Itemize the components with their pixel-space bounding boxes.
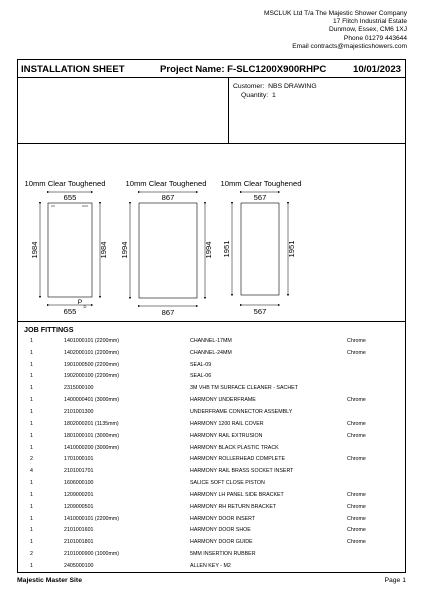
table-row xyxy=(30,371,397,383)
footer-page-number: Page 1 xyxy=(384,577,406,584)
fitting-qty: 1 xyxy=(30,397,33,404)
panel-2-drawing xyxy=(120,179,213,317)
table-row xyxy=(30,501,397,513)
fitting-code: 1701000101 xyxy=(64,456,94,463)
fitting-finish xyxy=(347,406,397,418)
fitting-finish: Chrome xyxy=(347,527,366,534)
table-row xyxy=(30,525,397,537)
panel-3-height-left: 1951 xyxy=(222,240,231,258)
fitting-description: CHANNEL-24MM xyxy=(190,349,232,356)
table-row xyxy=(30,359,397,371)
panel-3-outline xyxy=(241,203,279,295)
fitting-qty: 1 xyxy=(30,361,33,368)
fitting-finish xyxy=(347,465,397,477)
fitting-code: 1209000201 xyxy=(64,491,94,498)
table-row xyxy=(30,347,397,359)
fitting-finish xyxy=(347,477,397,489)
fitting-qty: 1 xyxy=(30,408,33,415)
panel-3-width-top: 567 xyxy=(253,193,267,202)
fitting-qty: 1 xyxy=(30,420,33,427)
fitting-code: 2101001801 xyxy=(64,539,94,546)
table-row xyxy=(30,406,397,418)
fitting-finish xyxy=(347,371,397,383)
footer-site-name: Majestic Master Site xyxy=(17,577,82,584)
fitting-code: 2101001701 xyxy=(64,468,94,475)
fitting-qty: 1 xyxy=(30,515,33,522)
table-row xyxy=(30,430,397,442)
fitting-code: 1606000100 xyxy=(64,480,94,487)
table-row xyxy=(30,442,397,454)
table-row xyxy=(30,560,397,572)
panel-1-height-right: 1984 xyxy=(99,241,108,259)
fitting-code: 1402000101 (2200mm) xyxy=(64,349,120,356)
table-row xyxy=(30,548,397,560)
fitting-finish: Chrome xyxy=(347,337,366,344)
panel-2-outline xyxy=(139,203,197,298)
project-name: Project Name: F-SLC1200X900RHPC xyxy=(160,64,327,75)
fitting-finish: Chrome xyxy=(347,539,366,546)
panel-1-height-left: 1984 xyxy=(30,241,39,259)
fitting-finish: Chrome xyxy=(347,515,366,522)
info-divider xyxy=(228,78,229,143)
fitting-description: SEAL-06 xyxy=(190,373,212,380)
customer-details xyxy=(233,82,317,100)
fitting-description: 3M VHB TM SURFACE CLEANER - SACHET xyxy=(190,385,298,392)
table-row xyxy=(30,536,397,548)
company-address-block xyxy=(264,10,407,51)
fitting-code: 1901000500 (2200mm) xyxy=(64,361,120,368)
sheet-title: INSTALLATION SHEET xyxy=(21,64,125,75)
fitting-code: 1410000101 (2200mm) xyxy=(64,515,120,522)
fitting-code: 2101001601 xyxy=(64,527,94,534)
fitting-finish: Chrome xyxy=(347,432,366,439)
fitting-code: 1401000101 (2200mm) xyxy=(64,337,120,344)
fitting-qty: 1 xyxy=(30,491,33,498)
fitting-finish: Chrome xyxy=(347,420,366,427)
fitting-code: 1902000100 (2200mm) xyxy=(64,373,120,380)
fitting-description: CHANNEL-17MM xyxy=(190,337,232,344)
fitting-finish xyxy=(347,442,397,454)
panel-2-width-top: 867 xyxy=(161,193,175,202)
fitting-description: SALICE SOFT CLOSE PISTON xyxy=(190,480,265,487)
fitting-code: 2315000100 xyxy=(64,385,94,392)
fitting-finish xyxy=(347,560,397,572)
fitting-qty: 1 xyxy=(30,444,33,451)
fitting-qty: 1 xyxy=(30,373,33,380)
fitting-qty: 1 xyxy=(30,503,33,510)
table-row xyxy=(30,477,397,489)
panel-2-height-right: 1994 xyxy=(204,241,213,259)
fitting-finish: Chrome xyxy=(347,349,366,356)
fitting-description: ALLEN KEY - M2 xyxy=(190,562,231,569)
sheet-header xyxy=(18,60,405,78)
customer-info-section xyxy=(18,78,405,144)
fitting-description: 5MM INSERTION RUBBER xyxy=(190,551,256,558)
panel-1-glass-label: 10mm Clear Toughened xyxy=(24,179,106,188)
fitting-description: SEAL-09 xyxy=(190,361,212,368)
fitting-qty: 1 xyxy=(30,349,33,356)
fitting-description: HARMONY DOOR GUIDE xyxy=(190,539,253,546)
fitting-qty: 4 xyxy=(30,468,33,475)
fitting-code: 1400000401 (3000mm) xyxy=(64,397,120,404)
fitting-qty: 1 xyxy=(30,432,33,439)
panel-1-outline xyxy=(48,203,92,297)
fitting-description: HARMONY RH RETURN BRACKET xyxy=(190,503,277,510)
installation-sheet xyxy=(17,59,406,573)
fitting-finish: Chrome xyxy=(347,491,366,498)
panel-drawings-svg xyxy=(18,144,405,320)
company-address-line: 17 Flitch Industrial Estate xyxy=(332,18,407,26)
panel-1-width-top: 655 xyxy=(63,193,77,202)
panel-3-drawing xyxy=(221,179,302,316)
fitting-finish: Chrome xyxy=(347,503,366,510)
sheet-date: 10/01/2023 xyxy=(352,64,401,75)
fitting-code: 1801000101 (3000mm) xyxy=(64,432,120,439)
fitting-finish xyxy=(347,359,397,371)
table-row xyxy=(30,465,397,477)
panel-2-glass-label: 10mm Clear Toughened xyxy=(125,179,207,188)
fitting-description: HARMONY DOOR INSERT xyxy=(190,515,256,522)
company-email: Email contracts@majesticshowers.com xyxy=(292,42,407,50)
fitting-description: HARMONY DOOR SHOE xyxy=(190,527,251,534)
fitting-finish xyxy=(347,382,397,394)
panel-1-drawing xyxy=(25,179,108,316)
panel-3-height-right: 1951 xyxy=(287,240,296,258)
fitting-qty: 1 xyxy=(30,337,33,344)
fitting-qty: 2 xyxy=(30,456,33,463)
table-row xyxy=(30,489,397,501)
panel-drawings xyxy=(18,144,405,322)
fitting-description: HARMONY ROLLERHEAD COMPLETE xyxy=(190,456,285,463)
fitting-description: UNDERFRAME CONNECTOR ASSEMBLY xyxy=(190,408,293,415)
table-row xyxy=(30,335,397,347)
panel-1-mark-d: D xyxy=(83,304,87,309)
company-address-line: Dunmow, Essex, CM6 1XJ xyxy=(328,26,407,34)
fitting-code: 2405000100 xyxy=(64,562,94,569)
table-row xyxy=(30,513,397,525)
table-row xyxy=(30,382,397,394)
table-row xyxy=(30,394,397,406)
fitting-description: HARMONY UNDERFRAME xyxy=(190,397,256,404)
company-name: MSCLUK Ltd T/a The Majestic Shower Company xyxy=(263,10,407,17)
fitting-qty: 1 xyxy=(30,539,33,546)
job-fittings-table xyxy=(30,335,397,572)
fitting-finish: Chrome xyxy=(347,456,366,463)
panel-3-glass-label: 10mm Clear Toughened xyxy=(220,179,302,188)
fitting-finish xyxy=(347,548,397,560)
fitting-code: 2101000900 (1000mm) xyxy=(64,551,120,558)
company-phone: Phone 01279 443644 xyxy=(343,34,407,42)
table-row xyxy=(30,418,397,430)
fitting-finish: Chrome xyxy=(347,397,366,404)
fitting-description: HARMONY RAIL BRASS SOCKET INSERT xyxy=(190,468,294,475)
customer-value: NBS DRAWING xyxy=(268,83,317,90)
table-row xyxy=(30,453,397,465)
fitting-qty: 1 xyxy=(30,385,33,392)
fitting-description: HARMONY LH PANEL SIDE BRACKET xyxy=(190,491,284,498)
panel-1-mark-p: P xyxy=(77,299,83,306)
fitting-code: 1802000201 (1135mm) xyxy=(64,420,119,427)
fitting-code: 1410000200 (3000mm) xyxy=(64,444,120,451)
fitting-qty: 1 xyxy=(30,527,33,534)
fitting-qty: 1 xyxy=(30,480,33,487)
quantity-value: 1 xyxy=(271,92,276,99)
fitting-description: HARMONY BLACK PLASTIC TRACK xyxy=(190,444,279,451)
quantity-label: Quantity: xyxy=(241,92,269,99)
customer-label: Customer: xyxy=(233,83,265,90)
job-fittings-title: JOB FITTINGS xyxy=(24,325,74,334)
fitting-code: 2101001300 xyxy=(64,408,94,415)
panel-1-width-bottom: 655 xyxy=(63,307,77,316)
panel-2-height-left: 1994 xyxy=(120,241,129,259)
fitting-code: 1209000501 xyxy=(64,503,94,510)
panel-2-width-bottom: 867 xyxy=(161,308,175,317)
fitting-description: HARMONY RAIL EXTRUSION xyxy=(190,432,263,439)
fitting-qty: 1 xyxy=(30,562,33,569)
fitting-qty: 2 xyxy=(30,551,33,558)
panel-3-width-bottom: 567 xyxy=(253,307,267,316)
fitting-description: HARMONY 1200 RAIL COVER xyxy=(190,420,264,427)
